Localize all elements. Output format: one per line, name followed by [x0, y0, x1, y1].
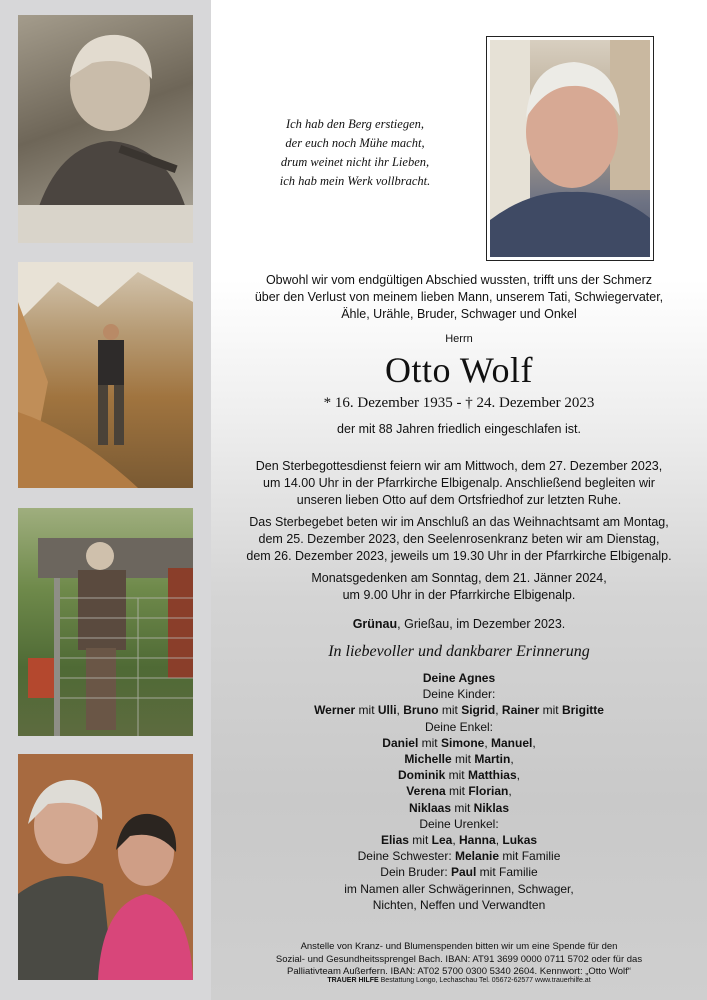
child-partner: Brigitte — [561, 703, 604, 718]
prayer-line: dem 26. Dezember 2023, jeweils um 19.30 Uhr in der Pfarrkirche Elbigenalp. — [246, 549, 672, 563]
connector: mit — [355, 703, 378, 718]
children-label: Deine Kinder: — [422, 687, 496, 702]
memory-heading: In liebevoller und dankbarer Erinnerung — [328, 643, 590, 660]
age-line: der mit 88 Jahren friedlich eingeschlafen ist. — [337, 422, 581, 436]
photo-tractor-fence — [18, 508, 193, 736]
donation-note — [211, 941, 707, 979]
brother-name: Paul — [451, 865, 477, 880]
child-name: Werner — [314, 703, 356, 718]
grandchild-line: Verena mit Florian, — [406, 784, 512, 799]
connector: mit — [408, 833, 432, 848]
grandchild-line — [211, 800, 707, 816]
place-name: Grünau — [352, 617, 398, 631]
closing-line: Nichten, Neffen und Verwandten — [372, 897, 546, 912]
monthly-memorial — [211, 570, 707, 604]
credit-text: Bestattung Longo, Lechaschau Tel. 05672-62577 www.trauerhilfe.at — [378, 977, 591, 984]
great-grandchild-name: Elias — [380, 833, 409, 848]
grandchild-name: Manuel — [491, 735, 533, 750]
grandchild-partner: Matthias — [467, 768, 517, 783]
grandchildren-label: Deine Enkel: — [424, 719, 494, 734]
grandchild-line: Daniel mit Simone, Manuel, — [382, 735, 536, 750]
donation-line: Anstelle von Kranz- und Blumenspenden bitten wir um eine Spende für den — [300, 941, 618, 952]
connector: mit — [445, 768, 468, 783]
photo-sidebar — [0, 0, 211, 1000]
grandchild-partner: Simone — [440, 735, 485, 750]
poem — [236, 115, 474, 191]
place-date — [211, 616, 707, 633]
brother-family: mit Familie — [476, 865, 538, 880]
funeral-home-credit — [211, 977, 707, 984]
intro-text — [211, 272, 707, 323]
child-name: Bruno — [403, 703, 439, 718]
life-dates: * 16. Dezember 1935 - † 24. Dezember 2023 — [323, 395, 595, 411]
sister-label: Deine Schwester: — [357, 849, 456, 864]
sister-family: mit Familie — [499, 849, 561, 864]
poem-line: drum weinet nicht ihr Lieben, — [280, 155, 430, 169]
great-grandchild-name: Lukas — [502, 833, 538, 848]
intro-line: Ähle, Urähle, Bruder, Schwager und Onkel — [341, 307, 577, 321]
monthly-line: um 9.00 Uhr in der Pfarrkirche Elbigenalp. — [342, 588, 576, 602]
grandchild-name: Niklaas — [408, 800, 451, 815]
grandchild-name: Verena — [406, 784, 446, 799]
connector: mit — [418, 735, 441, 750]
child-name: Rainer — [501, 703, 540, 718]
poem-line: ich hab mein Werk vollbracht. — [279, 174, 431, 188]
wife-name: Deine Agnes — [422, 671, 496, 685]
connector: mit — [539, 703, 562, 718]
grandchild-line: Dominik mit Matthias, — [397, 768, 521, 783]
great-grandchildren-label: Deine Urenkel: — [419, 816, 499, 831]
children-line: Werner mit Ulli, Bruno mit Sigrid, Rainer mit Brigitte — [314, 703, 604, 718]
great-grandchildren-line: Elias mit Lea, Hanna, Lukas — [380, 833, 538, 848]
connector: mit — [451, 752, 475, 767]
photo-couple — [18, 754, 193, 980]
portrait-photo — [486, 36, 654, 261]
funeral-info — [211, 458, 707, 509]
grandchild-name: Michelle — [404, 752, 452, 767]
monthly-line: Monatsgedenken am Sonntag, dem 21. Jänner 2024, — [311, 571, 607, 585]
brother-line — [211, 864, 707, 880]
grandchild-line: Michelle mit Martin, — [404, 752, 514, 767]
intro-line: Obwohl wir vom endgültigen Abschied wussten, trifft uns der Schmerz — [265, 273, 653, 287]
poem-line: Ich hab den Berg erstiegen, — [285, 117, 425, 131]
closing-line: im Namen aller Schwägerinnen, Schwager, — [344, 881, 574, 896]
place-rest: , Grießau, im Dezember 2023. — [397, 617, 566, 631]
credit-brand: TRAUER HILFE — [327, 977, 379, 984]
funeral-line: Den Sterbegottesdienst feiern wir am Mittwoch, dem 27. Dezember 2023, — [255, 459, 663, 473]
child-partner: Sigrid — [461, 703, 496, 718]
grandchild-partner: Martin — [474, 752, 511, 767]
prayer-line: Das Sterbegebet beten wir im Anschluß an das Weihnachtsamt am Montag, — [249, 515, 669, 529]
donation-line: Sozial- und Gesundheitssprengel Bach. IBAN: AT91 3699 0000 0711 5702 oder für das — [275, 953, 643, 965]
connector: mit — [445, 784, 469, 799]
donation-line: Palliativteam Außerfern. IBAN: AT02 5700 0300 5340 2604. Kennwort: „Otto Wolf“ — [287, 966, 631, 977]
sister-name: Melanie — [455, 849, 500, 864]
grandchild-partner: Florian — [468, 784, 509, 799]
funeral-line: um 14.00 Uhr in der Pfarrkirche Elbigenalp. Anschließend begleiten wir — [263, 476, 655, 490]
sister-line — [211, 848, 707, 864]
deceased-name: Otto Wolf — [385, 350, 533, 390]
connector: mit — [438, 703, 462, 718]
brother-label: Dein Bruder: — [380, 865, 451, 880]
salutation: Herrn — [445, 333, 473, 345]
great-grandchild-name: Hanna — [459, 833, 496, 848]
prayer-line: dem 25. Dezember 2023, den Seelenrosenkranz beten wir am Dienstag, — [258, 532, 660, 546]
photo-mountain-hike — [18, 262, 193, 488]
grandchild-name: Dominik — [397, 768, 446, 783]
intro-line: über den Verlust von meinem lieben Mann, unserem Tati, Schwiegervater, — [254, 290, 664, 304]
poem-line: der euch noch Mühe macht, — [285, 136, 425, 150]
grandchild-name: Daniel — [382, 735, 419, 750]
great-grandchild-name: Lea — [431, 833, 453, 848]
connector: mit — [451, 800, 474, 815]
photo-child-drinking — [18, 15, 193, 243]
grandchild-partner: Niklas — [473, 800, 510, 815]
prayer-info — [211, 514, 707, 565]
child-partner: Ulli — [377, 703, 397, 718]
funeral-line: unseren lieben Otto auf dem Ortsfriedhof zur letzten Ruhe. — [296, 493, 622, 507]
family-list — [211, 670, 707, 913]
